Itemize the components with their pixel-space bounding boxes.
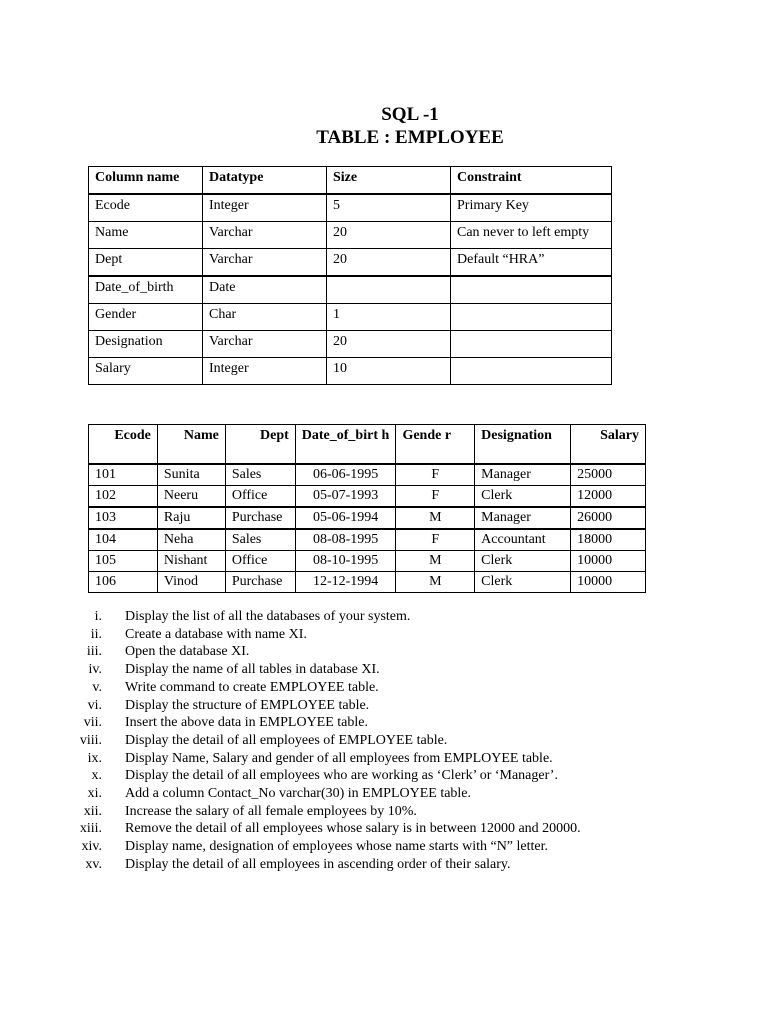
schema-cell bbox=[327, 276, 451, 304]
question-item bbox=[60, 732, 740, 750]
data-cell: 102 bbox=[89, 486, 158, 508]
question-text: Display the list of all the databases of your system. bbox=[125, 609, 411, 624]
question-item bbox=[60, 679, 740, 697]
data-cell: 10000 bbox=[571, 551, 646, 572]
data-row bbox=[89, 464, 646, 486]
data-cell: Purchase bbox=[225, 507, 295, 529]
question-number: xv. bbox=[85, 856, 102, 872]
question-item bbox=[60, 608, 740, 626]
data-cell: Sales bbox=[225, 464, 295, 486]
data-row bbox=[89, 551, 646, 572]
schema-row bbox=[89, 222, 612, 249]
schema-cell: 20 bbox=[327, 249, 451, 277]
question-text: Add a column Contact_No varchar(30) in EMPLOYEE table. bbox=[125, 786, 472, 802]
question-number: vi. bbox=[87, 697, 102, 713]
data-header-text: Date_of_birt h bbox=[301, 428, 390, 443]
schema-cell bbox=[451, 331, 612, 358]
question-text: Display the structure of EMPLOYEE table. bbox=[125, 697, 370, 713]
question-text: Display name, designation of employees whose name starts with “N” letter. bbox=[125, 839, 549, 855]
data-cell: Neha bbox=[157, 529, 225, 551]
schema-row bbox=[89, 358, 612, 385]
data-cell: Accountant bbox=[475, 529, 571, 551]
data-header-cell: Name bbox=[157, 425, 225, 465]
question-list bbox=[60, 608, 740, 874]
schema-cell: 5 bbox=[327, 194, 451, 222]
data-cell: 103 bbox=[89, 507, 158, 529]
data-header-cell: Dept bbox=[225, 425, 295, 465]
schema-row bbox=[89, 249, 612, 277]
question-text: Remove the detail of all employees whose salary is in between 12000 and 20000. bbox=[125, 821, 581, 837]
schema-cell: 20 bbox=[327, 222, 451, 249]
data-header-text: Gende r bbox=[402, 428, 452, 443]
question-item bbox=[60, 767, 740, 785]
schema-cell: Varchar bbox=[203, 222, 327, 249]
data-cell: F bbox=[396, 529, 475, 551]
document-title: SQL -1 bbox=[381, 104, 439, 125]
question-text: Display the detail of all employees in ascending order of their salary. bbox=[125, 856, 511, 872]
question-item bbox=[60, 697, 740, 715]
schema-cell: Salary bbox=[89, 358, 203, 385]
data-cell: 08-10-1995 bbox=[295, 551, 396, 572]
data-cell: 104 bbox=[89, 529, 158, 551]
data-cell: 10000 bbox=[571, 572, 646, 593]
data-cell: 26000 bbox=[571, 507, 646, 529]
schema-cell bbox=[451, 304, 612, 331]
data-cell: Office bbox=[225, 486, 295, 508]
data-header-cell: Ecode bbox=[89, 425, 158, 465]
schema-row bbox=[89, 331, 612, 358]
schema-table bbox=[88, 166, 612, 385]
question-number: ix. bbox=[87, 750, 102, 766]
data-cell: Office bbox=[225, 551, 295, 572]
data-cell: 105 bbox=[89, 551, 158, 572]
schema-cell: Dept bbox=[89, 249, 203, 277]
question-text: Create a database with name XI. bbox=[125, 626, 307, 642]
data-header-cell: Salary bbox=[571, 425, 646, 465]
question-number: x. bbox=[91, 768, 102, 784]
schema-cell: Ecode bbox=[89, 194, 203, 222]
schema-cell: Default “HRA” bbox=[451, 249, 612, 277]
schema-cell: Integer bbox=[203, 194, 327, 222]
data-row bbox=[89, 507, 646, 529]
data-cell: Purchase bbox=[225, 572, 295, 593]
question-number: vii. bbox=[83, 715, 102, 731]
data-cell: Manager bbox=[475, 464, 571, 486]
data-row bbox=[89, 572, 646, 593]
data-cell: Clerk bbox=[475, 572, 571, 593]
schema-header-cell: Constraint bbox=[451, 167, 612, 195]
schema-cell: 1 bbox=[327, 304, 451, 331]
question-item bbox=[60, 714, 740, 732]
question-text: Display the detail of all employees who are working as ‘Clerk’ or ‘Manager’. bbox=[125, 768, 558, 784]
data-header-row bbox=[89, 425, 646, 465]
data-cell: 106 bbox=[89, 572, 158, 593]
data-cell: Sales bbox=[225, 529, 295, 551]
schema-cell: Varchar bbox=[203, 249, 327, 277]
data-cell: Manager bbox=[475, 507, 571, 529]
data-row bbox=[89, 486, 646, 508]
data-cell: M bbox=[396, 551, 475, 572]
data-cell: 08-08-1995 bbox=[295, 529, 396, 551]
question-item bbox=[60, 820, 740, 838]
schema-row bbox=[89, 194, 612, 222]
question-number: viii. bbox=[79, 732, 102, 748]
data-row bbox=[89, 529, 646, 551]
data-cell: 06-06-1995 bbox=[295, 464, 396, 486]
data-cell: F bbox=[396, 464, 475, 486]
schema-cell: Can never to left empty bbox=[451, 222, 612, 249]
schema-header-cell: Size bbox=[327, 167, 451, 195]
question-item bbox=[60, 750, 740, 768]
question-number: iv. bbox=[88, 662, 102, 678]
question-number: xi. bbox=[87, 786, 102, 802]
schema-cell: Name bbox=[89, 222, 203, 249]
question-item bbox=[60, 838, 740, 856]
schema-cell bbox=[451, 276, 612, 304]
schema-header-row bbox=[89, 167, 612, 195]
data-header-cell bbox=[396, 425, 475, 465]
schema-cell: Gender bbox=[89, 304, 203, 331]
data-cell: 05-06-1994 bbox=[295, 507, 396, 529]
schema-row bbox=[89, 276, 612, 304]
question-item bbox=[60, 803, 740, 821]
question-item bbox=[60, 856, 740, 874]
data-cell: Raju bbox=[157, 507, 225, 529]
question-item bbox=[60, 626, 740, 644]
question-text: Insert the above data in EMPLOYEE table. bbox=[125, 715, 368, 731]
data-header-cell: Designation bbox=[475, 425, 571, 465]
schema-cell: Char bbox=[203, 304, 327, 331]
data-cell: 12-12-1994 bbox=[295, 572, 396, 593]
question-text: Open the database XI. bbox=[125, 644, 250, 660]
question-number: ii. bbox=[90, 626, 102, 642]
data-cell: 05-07-1993 bbox=[295, 486, 396, 508]
schema-cell: Primary Key bbox=[451, 194, 612, 222]
data-cell: 18000 bbox=[571, 529, 646, 551]
data-cell: M bbox=[396, 507, 475, 529]
question-number: i. bbox=[94, 609, 102, 624]
data-cell: Vinod bbox=[157, 572, 225, 593]
question-text: Display the name of all tables in database XI. bbox=[125, 662, 380, 678]
schema-cell: Date_of_birth bbox=[89, 276, 203, 304]
table-title: TABLE : EMPLOYEE bbox=[316, 127, 504, 148]
schema-cell bbox=[451, 358, 612, 385]
question-number: xiii. bbox=[79, 821, 102, 837]
schema-header-cell: Datatype bbox=[203, 167, 327, 195]
question-text: Display Name, Salary and gender of all employees from EMPLOYEE table. bbox=[125, 750, 553, 766]
question-number: xiv. bbox=[81, 839, 102, 855]
data-cell: Sunita bbox=[157, 464, 225, 486]
data-cell: 25000 bbox=[571, 464, 646, 486]
question-text: Display the detail of all employees of EMPLOYEE table. bbox=[125, 732, 448, 748]
schema-row bbox=[89, 304, 612, 331]
data-cell: Neeru bbox=[157, 486, 225, 508]
data-cell: 101 bbox=[89, 464, 158, 486]
question-item bbox=[60, 785, 740, 803]
question-number: iii. bbox=[86, 644, 102, 660]
data-cell: M bbox=[396, 572, 475, 593]
data-cell: Clerk bbox=[475, 551, 571, 572]
question-item bbox=[60, 661, 740, 679]
data-header-cell bbox=[295, 425, 396, 465]
data-cell: F bbox=[396, 486, 475, 508]
schema-cell: 10 bbox=[327, 358, 451, 385]
schema-cell: 20 bbox=[327, 331, 451, 358]
question-text: Write command to create EMPLOYEE table. bbox=[125, 679, 379, 695]
data-cell: 12000 bbox=[571, 486, 646, 508]
schema-cell: Varchar bbox=[203, 331, 327, 358]
schema-cell: Designation bbox=[89, 331, 203, 358]
data-cell: Clerk bbox=[475, 486, 571, 508]
data-cell: Nishant bbox=[157, 551, 225, 572]
employee-data-table bbox=[88, 424, 646, 593]
schema-cell: Integer bbox=[203, 358, 327, 385]
question-item bbox=[60, 643, 740, 661]
question-number: xii. bbox=[83, 803, 102, 819]
schema-cell: Date bbox=[203, 276, 327, 304]
question-text: Increase the salary of all female employees by 10%. bbox=[125, 803, 417, 819]
question-number: v. bbox=[92, 679, 102, 695]
schema-header-cell: Column name bbox=[89, 167, 203, 195]
